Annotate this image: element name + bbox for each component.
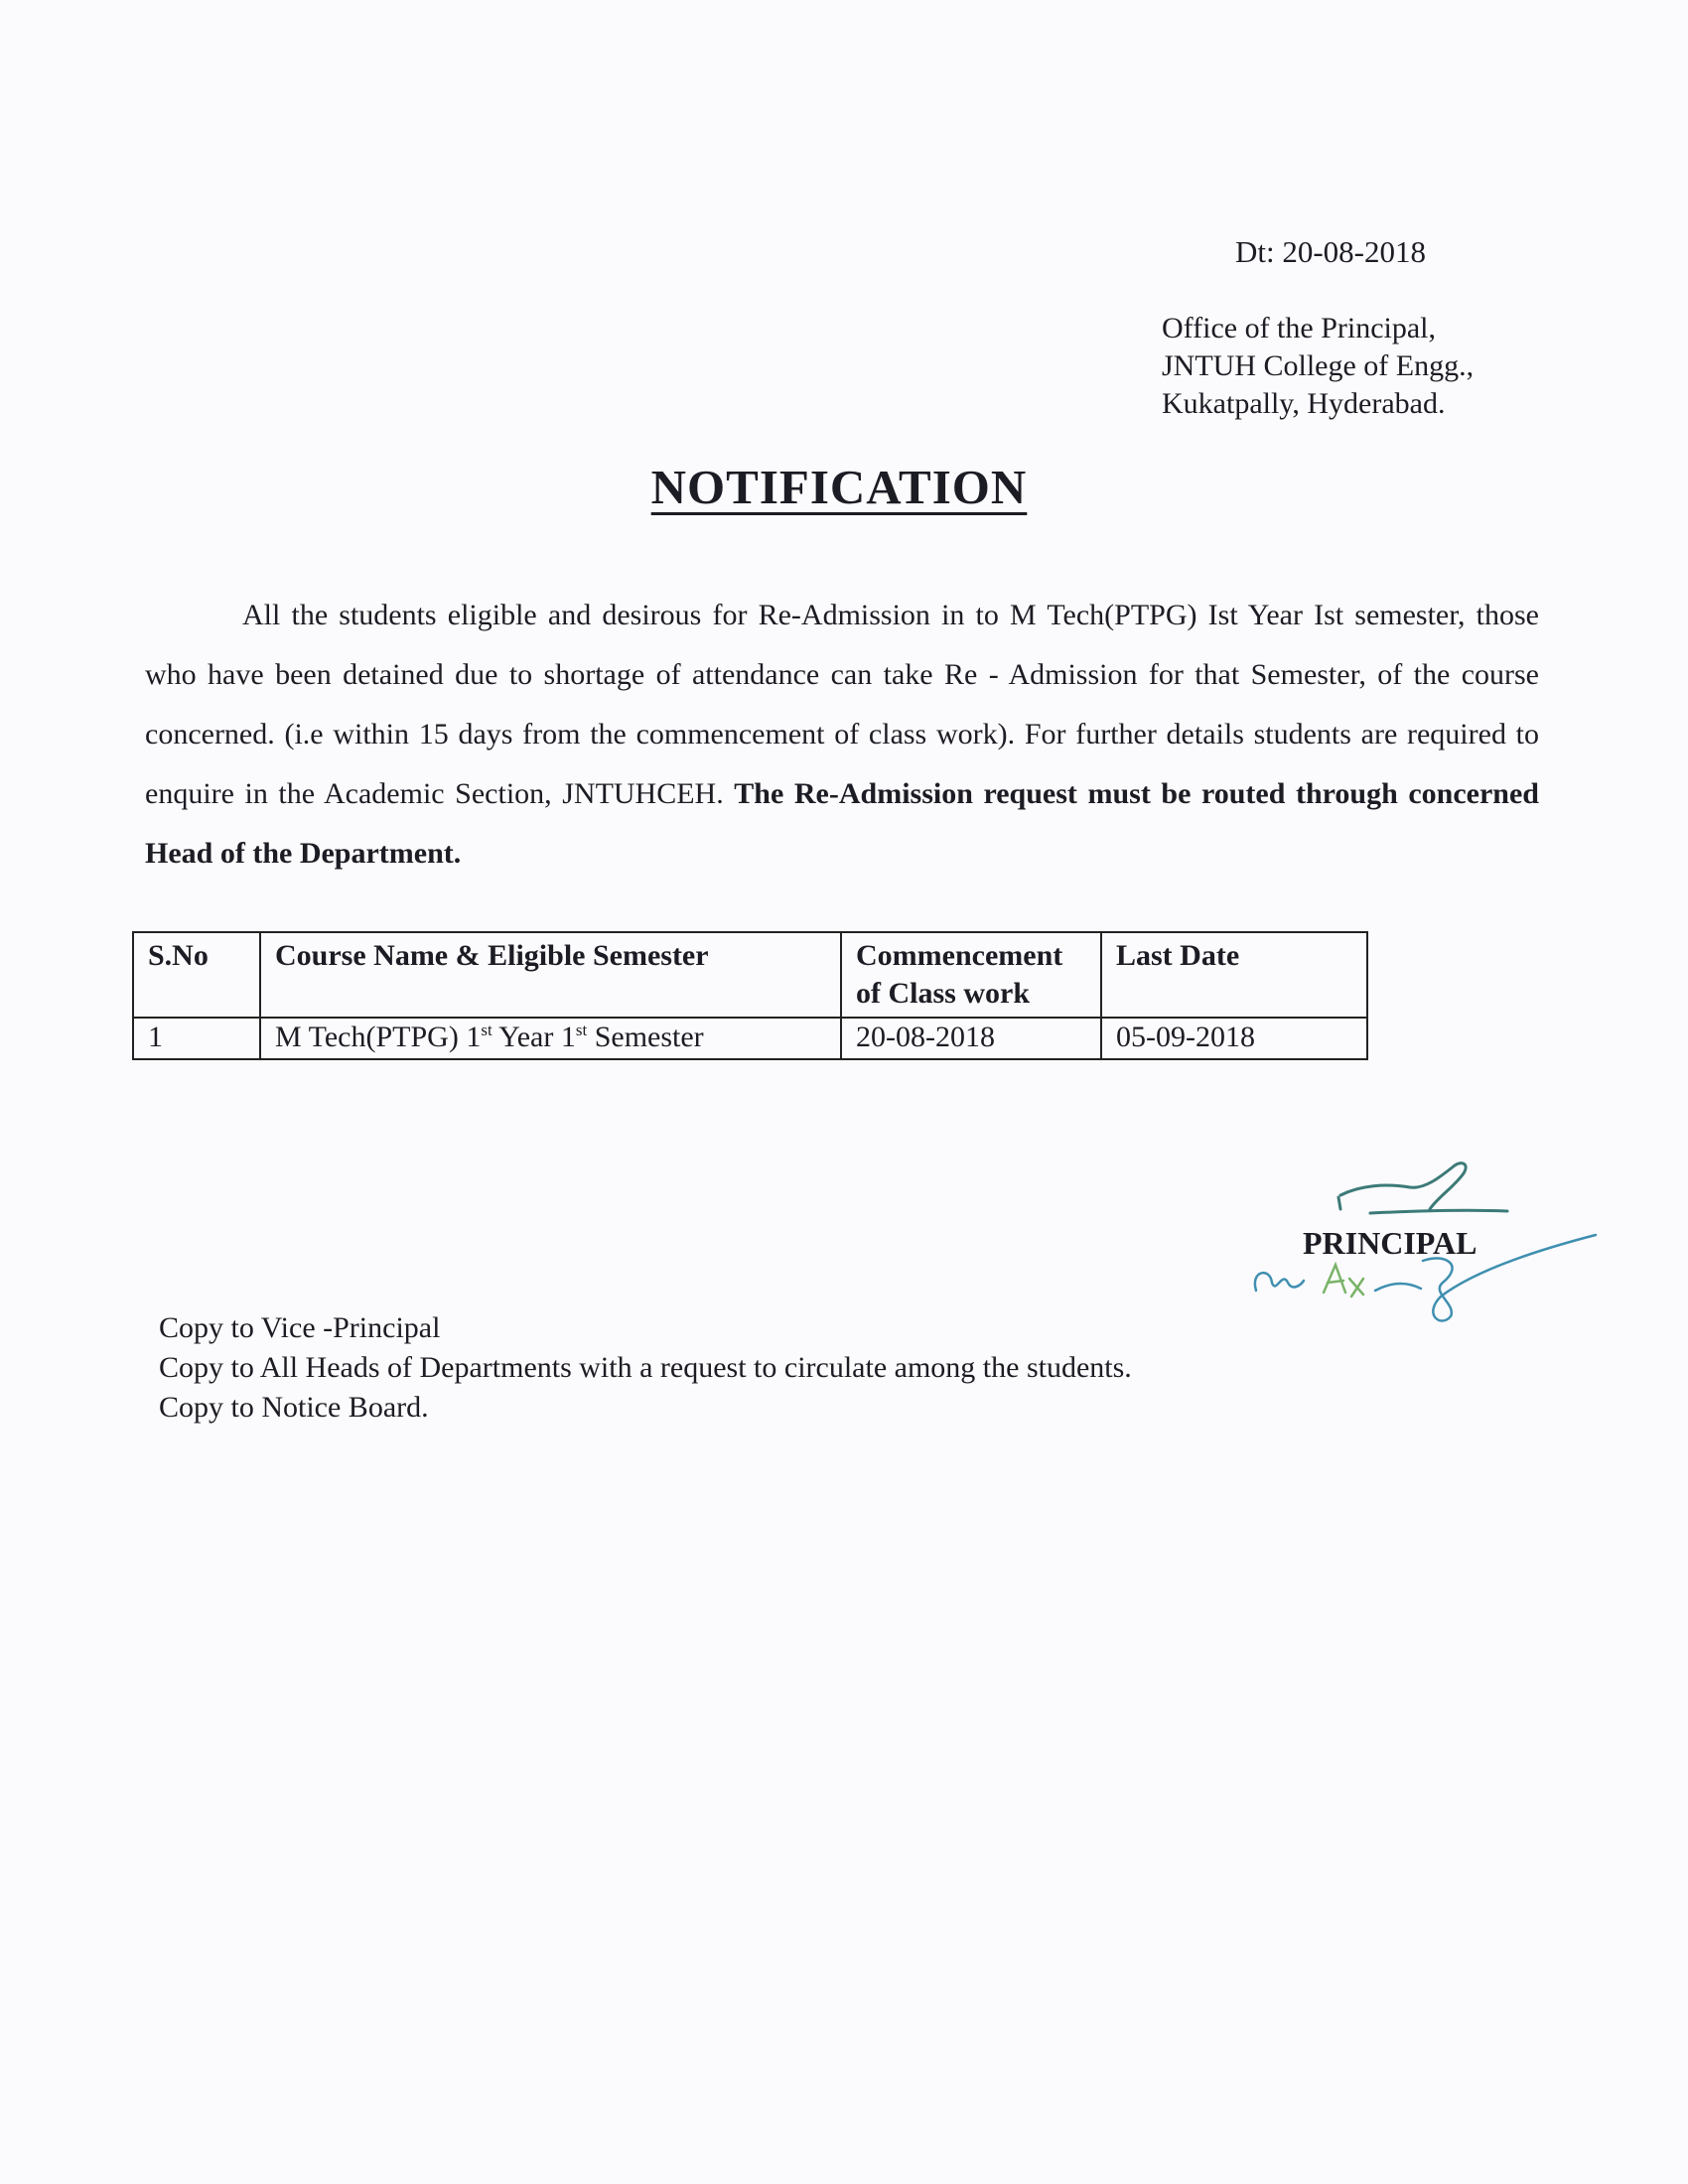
body-bold-text: The Re-Admission request must be routed through concerned Head of the Department. [145,777,1539,870]
office-address [1162,310,1474,423]
header-commencement: Commencement of Class work [841,932,1101,1018]
principal-title: PRINCIPAL [1303,1225,1477,1261]
header-sno: S.No [133,932,260,1018]
body-text: All the students eligible and desirous for Re-Admission in to M Tech(PTPG) Ist Year Ist semester, those who have been detained due to shortage of attendance can take Re - Admission for that Semester, of the course concerned. (i.e within 15 days from the commencement of class work). For further details students are required to enquire in the Academic Section, JNTUHCEH. [145,599,1539,810]
cell-sno: 1 [133,1018,260,1059]
principal-signature [1331,1158,1519,1227]
list-item: Copy to Notice Board. [159,1391,429,1424]
handwritten-annotation [1246,1231,1604,1340]
admission-table [132,931,1368,1060]
page-title [0,459,1678,515]
office-line: Kukatpally, Hyderabad. [1162,387,1446,420]
cell-last-date: 05-09-2018 [1101,1018,1367,1059]
header-course: Course Name & Eligible Semester [260,932,841,1018]
list-item: Copy to All Heads of Departments with a request to circulate among the students. [159,1351,1132,1384]
list-item: Copy to Vice -Principal [159,1311,441,1344]
title-text: NOTIFICATION [650,460,1028,514]
office-line: Office of the Principal, [1162,312,1437,344]
cell-course: M Tech(PTPG) 1st Year 1st Semester [260,1018,841,1059]
table-row [133,1018,1367,1059]
copy-list [159,1308,1132,1428]
notice-body [145,586,1539,884]
cell-commencement: 20-08-2018 [841,1018,1101,1059]
office-line: JNTUH College of Engg., [1162,349,1475,382]
header-last-date: Last Date [1101,932,1367,1018]
table-header-row [133,932,1367,1018]
notice-date: Dt: 20-08-2018 [1235,234,1427,269]
